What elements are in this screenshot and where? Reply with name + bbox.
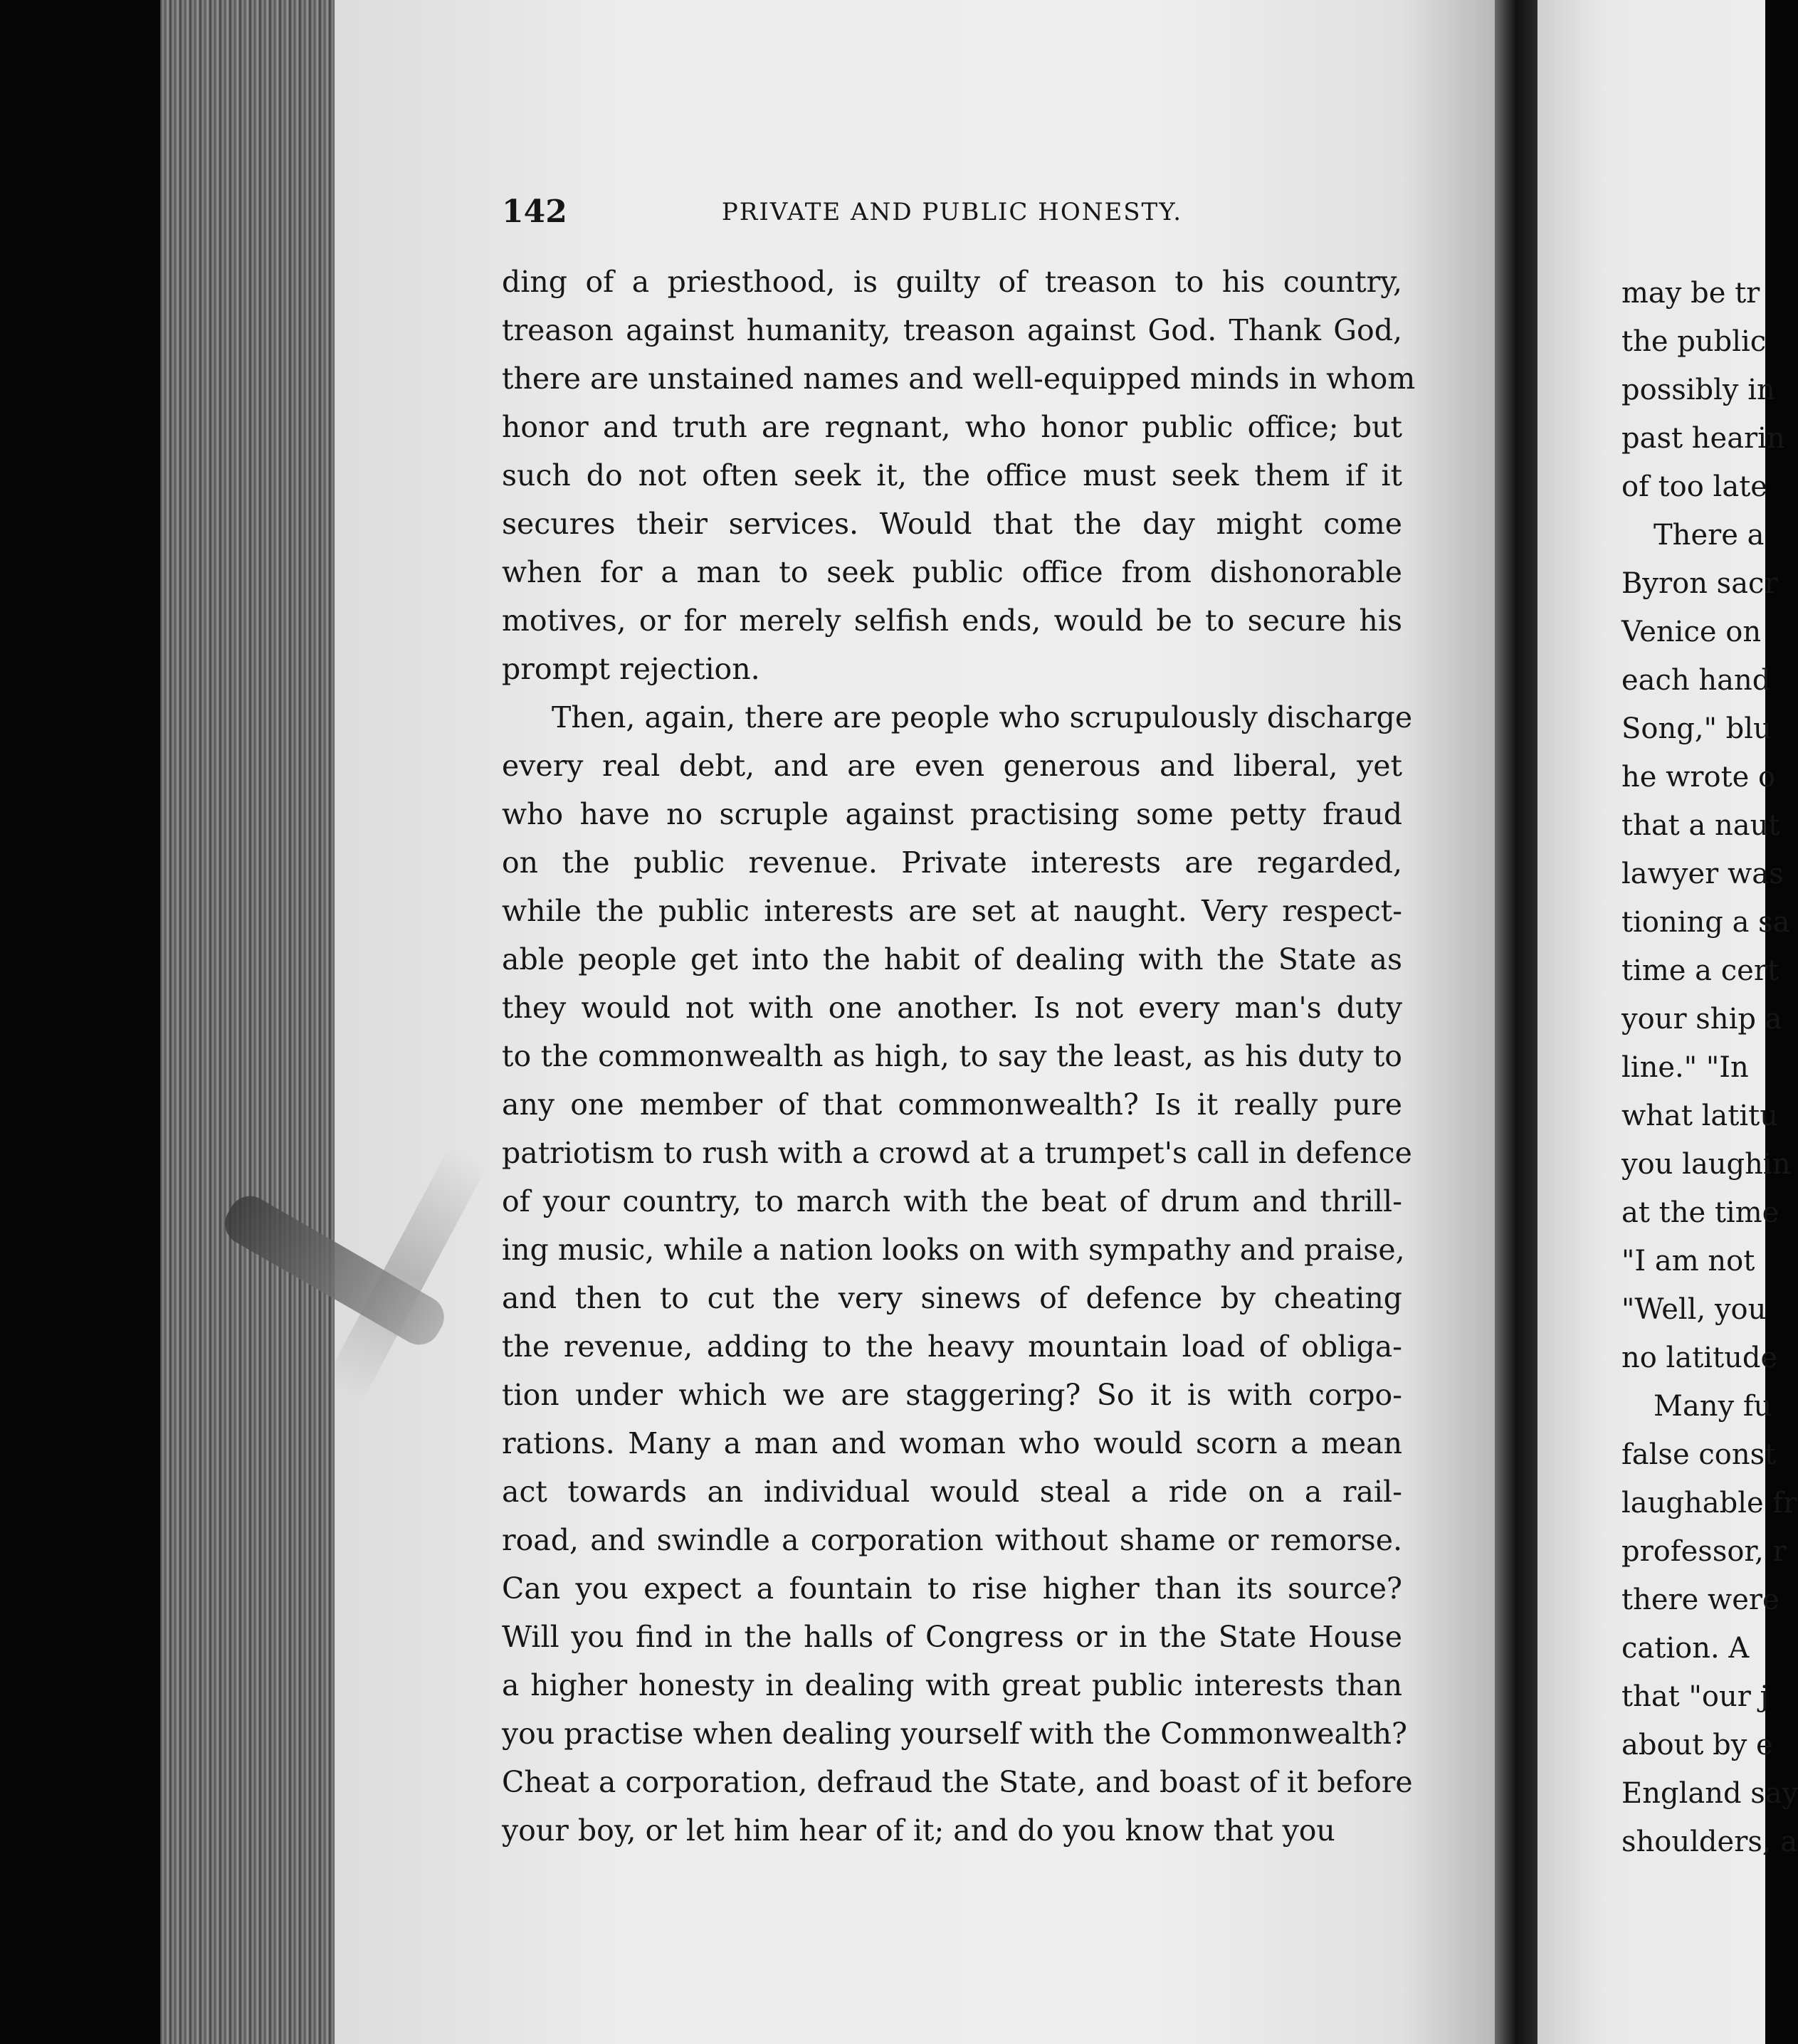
text-line: they would not with one another. Is not every man's duty — [502, 991, 1402, 1025]
text-line: secures their services. Would that the day might come — [502, 507, 1402, 541]
right-text-line: at the time — [1621, 1196, 1779, 1229]
right-text-line: Song," blu — [1621, 712, 1772, 745]
right-text-line: Byron sacr — [1621, 567, 1778, 600]
right-text-line: about by e — [1621, 1729, 1773, 1761]
text-line: able people get into the habit of dealing with the State as — [502, 942, 1402, 976]
text-line: to the commonwealth as high, to say the least, as his duty to — [502, 1039, 1402, 1073]
right-text-line: that "our j — [1621, 1680, 1769, 1713]
right-text-line: he wrote o — [1621, 761, 1776, 794]
right-text-line: "I am not — [1621, 1245, 1755, 1278]
page-number: 142 — [502, 194, 567, 230]
text-line: there are unstained names and well-equipped minds in whom — [502, 362, 1416, 396]
text-line: honor and truth are regnant, who honor public office; but — [502, 410, 1402, 444]
right-text-line: you laughin — [1621, 1148, 1791, 1181]
right-text-line: no latitude — [1621, 1342, 1778, 1374]
text-line: such do not often seek it, the office must seek them if it — [502, 458, 1402, 492]
right-text-line: lawyer was — [1621, 858, 1784, 890]
right-text-line: what latitu — [1621, 1100, 1778, 1132]
text-line: while the public interests are set at naught. Very respect- — [502, 894, 1402, 928]
text-line: of your country, to march with the beat of drum and thrill- — [502, 1184, 1402, 1218]
text-line: Can you expect a fountain to rise higher than its source? — [502, 1571, 1402, 1606]
running-head: PRIVATE AND PUBLIC HONESTY. — [721, 198, 1183, 226]
text-line: when for a man to seek public office from dishonorable — [502, 555, 1402, 589]
text-line: Will you find in the halls of Congress or in the State House — [502, 1620, 1402, 1654]
right-page-text — [1621, 269, 1798, 1866]
text-line: and then to cut the very sinews of defence by cheating — [502, 1281, 1402, 1315]
right-text-line: that a naut — [1621, 809, 1780, 842]
right-text-line: England say — [1621, 1777, 1798, 1810]
text-line: ing music, while a nation looks on with sympathy and praise, — [502, 1233, 1405, 1267]
text-line: rations. Many a man and woman who would scorn a mean — [502, 1426, 1402, 1460]
right-text-line: the public — [1621, 325, 1767, 358]
right-text-line: "Well, you — [1621, 1293, 1767, 1326]
text-line: tion under which we are staggering? So it is with corpo- — [502, 1378, 1402, 1412]
right-text-line: time a cert — [1621, 954, 1779, 987]
text-line: ding of a priesthood, is guilty of treason to his country, — [502, 265, 1402, 299]
right-text-line: each hand — [1621, 664, 1771, 697]
right-text-line: cation. A — [1621, 1632, 1750, 1665]
text-line: road, and swindle a corporation without shame or remorse. — [502, 1523, 1402, 1557]
right-text-line: Many fu — [1654, 1390, 1772, 1423]
right-text-line: Venice on — [1621, 616, 1762, 648]
right-text-line: professor, r — [1621, 1535, 1787, 1568]
right-text-line: possibly in — [1621, 374, 1775, 406]
right-text-line: there were — [1621, 1584, 1779, 1616]
text-line: the revenue, adding to the heavy mountain load of obliga- — [502, 1329, 1402, 1364]
body-text — [502, 258, 1416, 1855]
text-line: on the public revenue. Private interests are regarded, — [502, 845, 1402, 880]
right-text-line: past hearin — [1621, 422, 1785, 455]
text-line: motives, or for merely selfish ends, would be to secure his — [502, 604, 1402, 638]
text-line: Cheat a corporation, defraud the State, and boast of it before — [502, 1765, 1413, 1799]
text-line: your boy, or let him hear of it; and do you know that you — [502, 1813, 1335, 1848]
text-line: act towards an individual would steal a ride on a rail- — [502, 1475, 1402, 1509]
right-text-line: of too late — [1621, 470, 1767, 503]
right-text-line: laughable fr — [1621, 1487, 1797, 1519]
right-text-line: tioning a sa — [1621, 906, 1790, 939]
right-text-line: may be tr — [1621, 277, 1760, 310]
right-text-line: your ship a — [1621, 1003, 1782, 1036]
text-line: treason against humanity, treason against God. Thank God, — [502, 313, 1402, 347]
text-line: any one member of that commonwealth? Is it really pure — [502, 1087, 1402, 1122]
right-text-line: false const — [1621, 1438, 1777, 1471]
text-line: every real debt, and are even generous and liberal, yet — [502, 749, 1402, 783]
page-edge-stack — [160, 0, 335, 2044]
right-text-line: shoulders, a — [1621, 1826, 1798, 1858]
page-header — [502, 194, 1402, 236]
text-line: patriotism to rush with a crowd at a trumpet's call in defence — [502, 1136, 1412, 1170]
text-line: who have no scruple against practising some petty fraud — [502, 797, 1402, 831]
text-line: prompt rejection. — [502, 652, 760, 686]
right-text-line: There a — [1654, 519, 1765, 552]
text-line: you practise when dealing yourself with the Commonwealth? — [502, 1717, 1407, 1751]
text-line: Then, again, there are people who scrupulously discharge — [552, 700, 1413, 734]
right-text-line: line." "In — [1621, 1051, 1749, 1084]
text-line: a higher honesty in dealing with great public interests than — [502, 1668, 1402, 1702]
book-gutter — [1495, 0, 1537, 2044]
